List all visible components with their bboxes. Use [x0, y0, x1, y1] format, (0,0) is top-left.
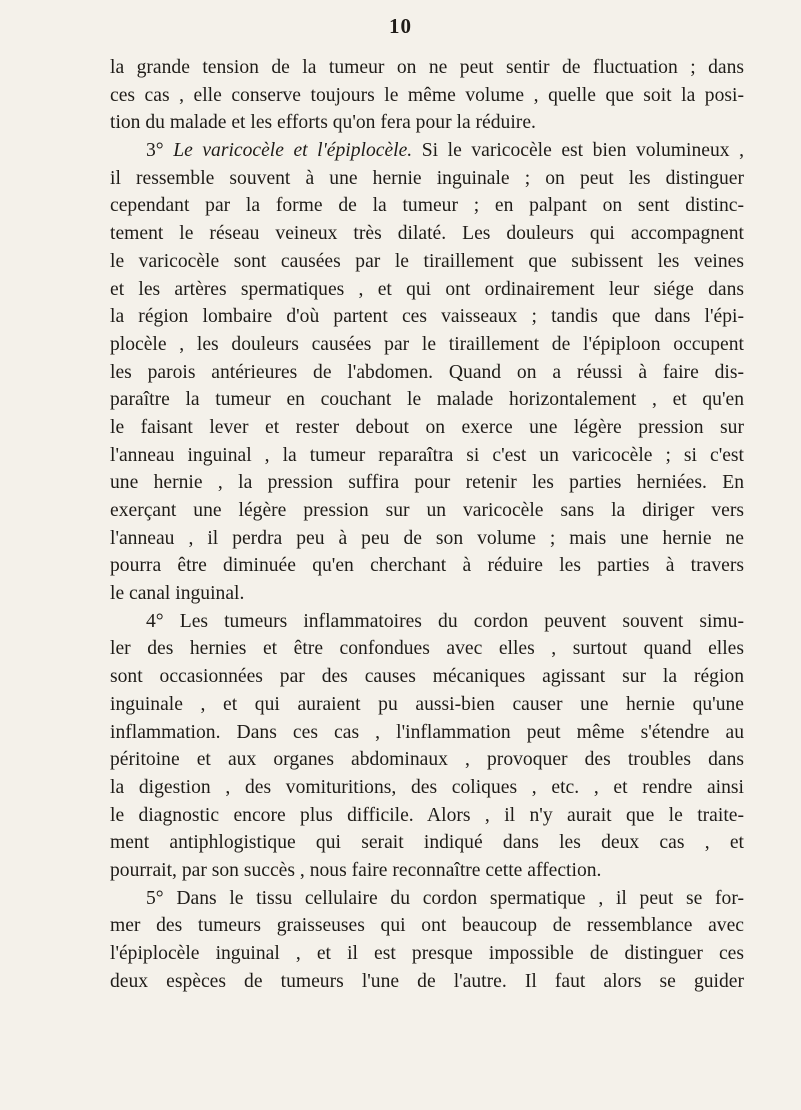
paragraph-first-line	[110, 137, 744, 165]
text-line: l'anneau inguinal , la tumeur reparaîtra si c'est un varicocèle ; si c'est	[110, 444, 744, 466]
paragraph-number: 3°	[146, 140, 164, 162]
text-line: pourrait, par son succès , nous faire reconnaître cette affection.	[110, 859, 602, 881]
text-line: l'anneau , il perdra peu à peu de son volume ; mais une hernie ne	[110, 527, 744, 549]
text-line: la digestion , des vomituritions, des coliques , etc. , et rendre ainsi	[110, 776, 744, 798]
text-line: péritoine et aux organes abdominaux , provoquer des troubles dans	[110, 749, 744, 771]
text-line: pourra être diminuée qu'en cherchant à réduire les parties à travers	[110, 555, 744, 577]
paragraph-first-line	[110, 885, 744, 913]
text-line: le diagnostic encore plus difficile. Alors , il n'y aurait que le traite-	[110, 804, 744, 826]
text-line: la grande tension de la tumeur on ne peut sentir de fluctuation ; dans	[110, 57, 744, 78]
paragraph-number: 4°	[146, 610, 164, 632]
text-line: la région lombaire d'où partent ces vaisseaux ; tandis que dans l'épi-	[110, 306, 744, 328]
text-line: ment antiphlogistique qui serait indiqué dans les deux cas , et	[110, 832, 744, 854]
text-line: Dans le tissu cellulaire du cordon spermatique , il peut se for-	[163, 887, 744, 909]
text-line: plocèle , les douleurs causées par le tiraillement de l'épiploon occupent	[110, 333, 744, 355]
text-line: inguinale , et qui auraient pu aussi-bien causer une hernie qu'une	[110, 693, 744, 715]
text-line: le canal inguinal.	[110, 583, 245, 605]
text-line: ler des hernies et être confondues avec elles , surtout quand elles	[110, 638, 744, 660]
text-line: il ressemble souvent à une hernie inguinale ; on peut les distinguer	[110, 167, 744, 189]
text-line: exerçant une légère pression sur un varicocèle sans la diriger vers	[110, 500, 744, 521]
text-line: tement le réseau veineux très dilaté. Les douleurs qui accompagnent	[110, 223, 744, 245]
text-line: l'épiplocèle inguinal , et il est presque impossible de distinguer ces	[110, 943, 744, 964]
paragraph-first-line	[110, 608, 744, 636]
text-line: ces cas , elle conserve toujours le même volume , quelle que soit la posi-	[110, 84, 744, 106]
text-line: deux espèces de tumeurs l'une de l'autre. Il faut alors se guider	[110, 970, 744, 992]
text-line: le varicocèle sont causées par le tiraillement que subissent les veines	[110, 250, 744, 272]
text-line: mer des tumeurs graisseuses qui ont beaucoup de ressemblance avec	[110, 915, 744, 937]
text-line: le faisant lever et rester debout on exerce une légère pression sur	[110, 416, 744, 438]
page-number: 10	[389, 14, 412, 38]
text-line: et les artères spermatiques , et qui ont ordinairement leur siége dans	[110, 278, 744, 300]
text-line: une hernie , la pression suffira pour retenir les parties herniées. En	[110, 472, 744, 494]
text-line: sont occasionnées par des causes mécaniques agissant sur la région	[110, 666, 744, 688]
text-line: Les tumeurs inflammatoires du cordon peuvent souvent simu-	[163, 610, 744, 632]
text-line: inflammation. Dans ces cas , l'inflammation peut même s'étendre au	[110, 721, 744, 743]
paragraph-number: 5°	[146, 887, 164, 909]
text-line: cependant par la forme de la tumeur ; en palpant on sent distinc-	[110, 195, 744, 217]
text-line: paraître la tumeur en couchant le malade horizontalement , et qu'en	[110, 389, 744, 411]
paragraph-heading: Le varicocèle et l'épiplocèle.	[173, 140, 413, 162]
text-line: Si le varicocèle est bien volumineux ,	[412, 140, 745, 162]
text-line: tion du malade et les efforts qu'on fera pour la réduire.	[110, 112, 536, 134]
body-text	[110, 54, 744, 995]
text-line: les parois antérieures de l'abdomen. Quand on a réussi à faire dis-	[110, 361, 744, 383]
